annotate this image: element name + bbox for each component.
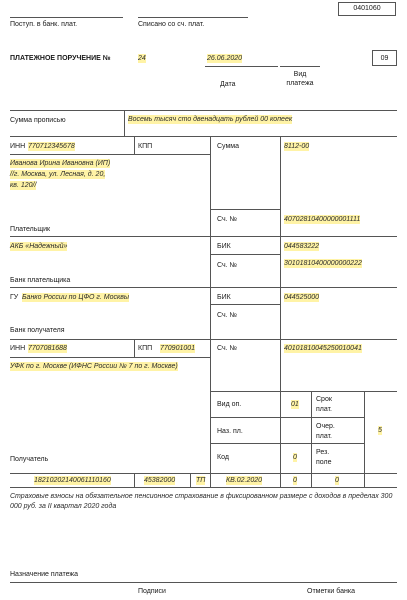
tax-period: КВ.02.2020 (226, 477, 263, 484)
status-code-box: 09 (372, 50, 397, 66)
amount-words-top-line (10, 110, 397, 111)
payer-top-line (10, 136, 397, 137)
payer-bank-bik-label: БИК (217, 243, 231, 250)
payer-bank-bik-line (210, 254, 280, 255)
debited-line (138, 17, 248, 18)
rez-label-1: Рез. (316, 449, 330, 456)
tax-divider-2 (190, 473, 191, 487)
amount-words-label: Сумма прописью (10, 117, 66, 124)
srok-label-2: плат. (316, 406, 332, 413)
amount-words-divider (124, 110, 125, 136)
tax-divider-5 (311, 473, 312, 487)
purpose-bottom-line (10, 582, 397, 583)
purpose-text: Страховые взносы на обязательное пенсионное страхование в фиксированном размере с доходов в пределах 300 000 руб. за II квартал 2020 года (10, 493, 393, 510)
tax-oktmo: 45382000 (144, 477, 176, 484)
payee-bank-bik-label: БИК (217, 294, 231, 301)
payee-inn-kpp-divider (134, 339, 135, 357)
received-label: Поступ. в банк. плат. (10, 21, 78, 28)
value-column-divider (280, 136, 281, 473)
srok-label-1: Срок (316, 396, 332, 403)
tax-kbk: 18210202140061110160 (34, 477, 111, 484)
form-code-box: 0401060 (338, 2, 396, 16)
payee-name: УФК по г. Москве (ИФНС России № 7 по г. Москве) (10, 363, 178, 370)
document-title: ПЛАТЕЖНОЕ ПОРУЧЕНИЕ № (10, 55, 111, 62)
operation-mid-divider (311, 391, 312, 473)
payer-inn: 770712345678 (28, 143, 75, 150)
received-line (10, 17, 123, 18)
tax-row-bottom-line (10, 487, 397, 488)
tax-divider-3 (210, 473, 211, 487)
payment-type-line (280, 66, 320, 67)
payee-kpp: 770901001 (160, 345, 196, 352)
payee-bank-label: Банк получателя (10, 327, 65, 334)
vid-op-line (210, 417, 364, 418)
tax-divider-6 (364, 473, 365, 487)
amount-words-value: Восемь тысяч сто двенадцать рублей 00 копеек (128, 116, 293, 123)
tax-doc-date: 0 (335, 477, 339, 484)
payee-bank-bik-line (210, 304, 280, 305)
payer-inn-kpp-divider (134, 136, 135, 154)
vid-op-label: Вид оп. (217, 401, 242, 408)
date-label: Дата (220, 81, 236, 88)
document-number: 24 (138, 55, 146, 62)
payee-label: Получатель (10, 456, 49, 463)
payer-bank-account: 30101810400000000222 (284, 260, 362, 267)
date-line (205, 66, 278, 67)
payer-name-line2: //г. Москва, ул. Лесная, д. 20, (10, 171, 106, 178)
bank-marks-label: Отметки банка (307, 588, 355, 595)
tax-divider-1 (134, 473, 135, 487)
payer-account: 40702810400000001111 (284, 216, 361, 223)
kod-label: Код (217, 454, 229, 461)
payer-bank-top-line (10, 236, 397, 237)
purpose-label: Назначение платежа (10, 571, 78, 578)
payee-inn-line (10, 357, 210, 358)
payee-inn-label: ИНН (10, 345, 26, 352)
payee-bank-top-line (10, 287, 397, 288)
payee-kpp-label: КПП (138, 345, 153, 352)
rez-label-2: поле (316, 459, 332, 466)
payee-bank-prefix: ГУ (10, 294, 19, 301)
payee-top-line (10, 339, 397, 340)
sum-value: 8112-00 (284, 143, 310, 150)
payer-inn-label: ИНН (10, 143, 26, 150)
payer-bank-label: Банк плательщика (10, 277, 71, 284)
operation-right-divider (364, 391, 365, 473)
signatures-label: Подписи (138, 588, 166, 595)
payer-bank-name: АКБ «Надежный» (10, 243, 68, 250)
payer-name-line3: кв. 120// (10, 182, 37, 189)
payer-account-label: Сч. № (217, 216, 238, 223)
payer-bank-account-label: Сч. № (217, 262, 238, 269)
document-date: 26.06.2020 (207, 55, 243, 62)
payer-label: Плательщик (10, 226, 51, 233)
ocher-value: 5 (378, 427, 382, 434)
payment-type-label: Вид платежа (286, 71, 314, 87)
operation-top-line (210, 391, 397, 392)
tax-divider-4 (280, 473, 281, 487)
ocher-label-2: плат. (316, 433, 332, 440)
payer-name-line1: Иванова Ирина Ивановна (ИП) (10, 160, 111, 167)
tax-basis: ТП (196, 477, 206, 484)
payee-account: 40101810045250010041 (284, 345, 362, 352)
payee-account-label: Сч. № (217, 345, 238, 352)
sum-label: Сумма (217, 143, 239, 150)
vid-op-value: 01 (291, 401, 299, 408)
payee-bank-bik: 044525000 (284, 294, 320, 301)
payer-kpp-label: КПП (138, 143, 153, 150)
payee-bank-account-label: Сч. № (217, 312, 238, 319)
payee-inn: 7707081688 (28, 345, 67, 352)
ocher-label-1: Очер. (316, 423, 335, 430)
naz-pl-line (210, 443, 364, 444)
payer-bank-bik: 044583222 (284, 243, 320, 250)
payer-inn-line (10, 154, 210, 155)
payee-bank-name: Банко России по ЦФО г. Москвы (22, 294, 130, 301)
kod-value: 0 (293, 454, 297, 461)
sum-bottom-line (210, 209, 280, 210)
tax-doc-number: 0 (293, 477, 297, 484)
tax-row-top-line (10, 473, 397, 474)
naz-pl-label: Наз. пл. (217, 428, 243, 435)
debited-label: Списано со сч. плат. (138, 21, 205, 28)
